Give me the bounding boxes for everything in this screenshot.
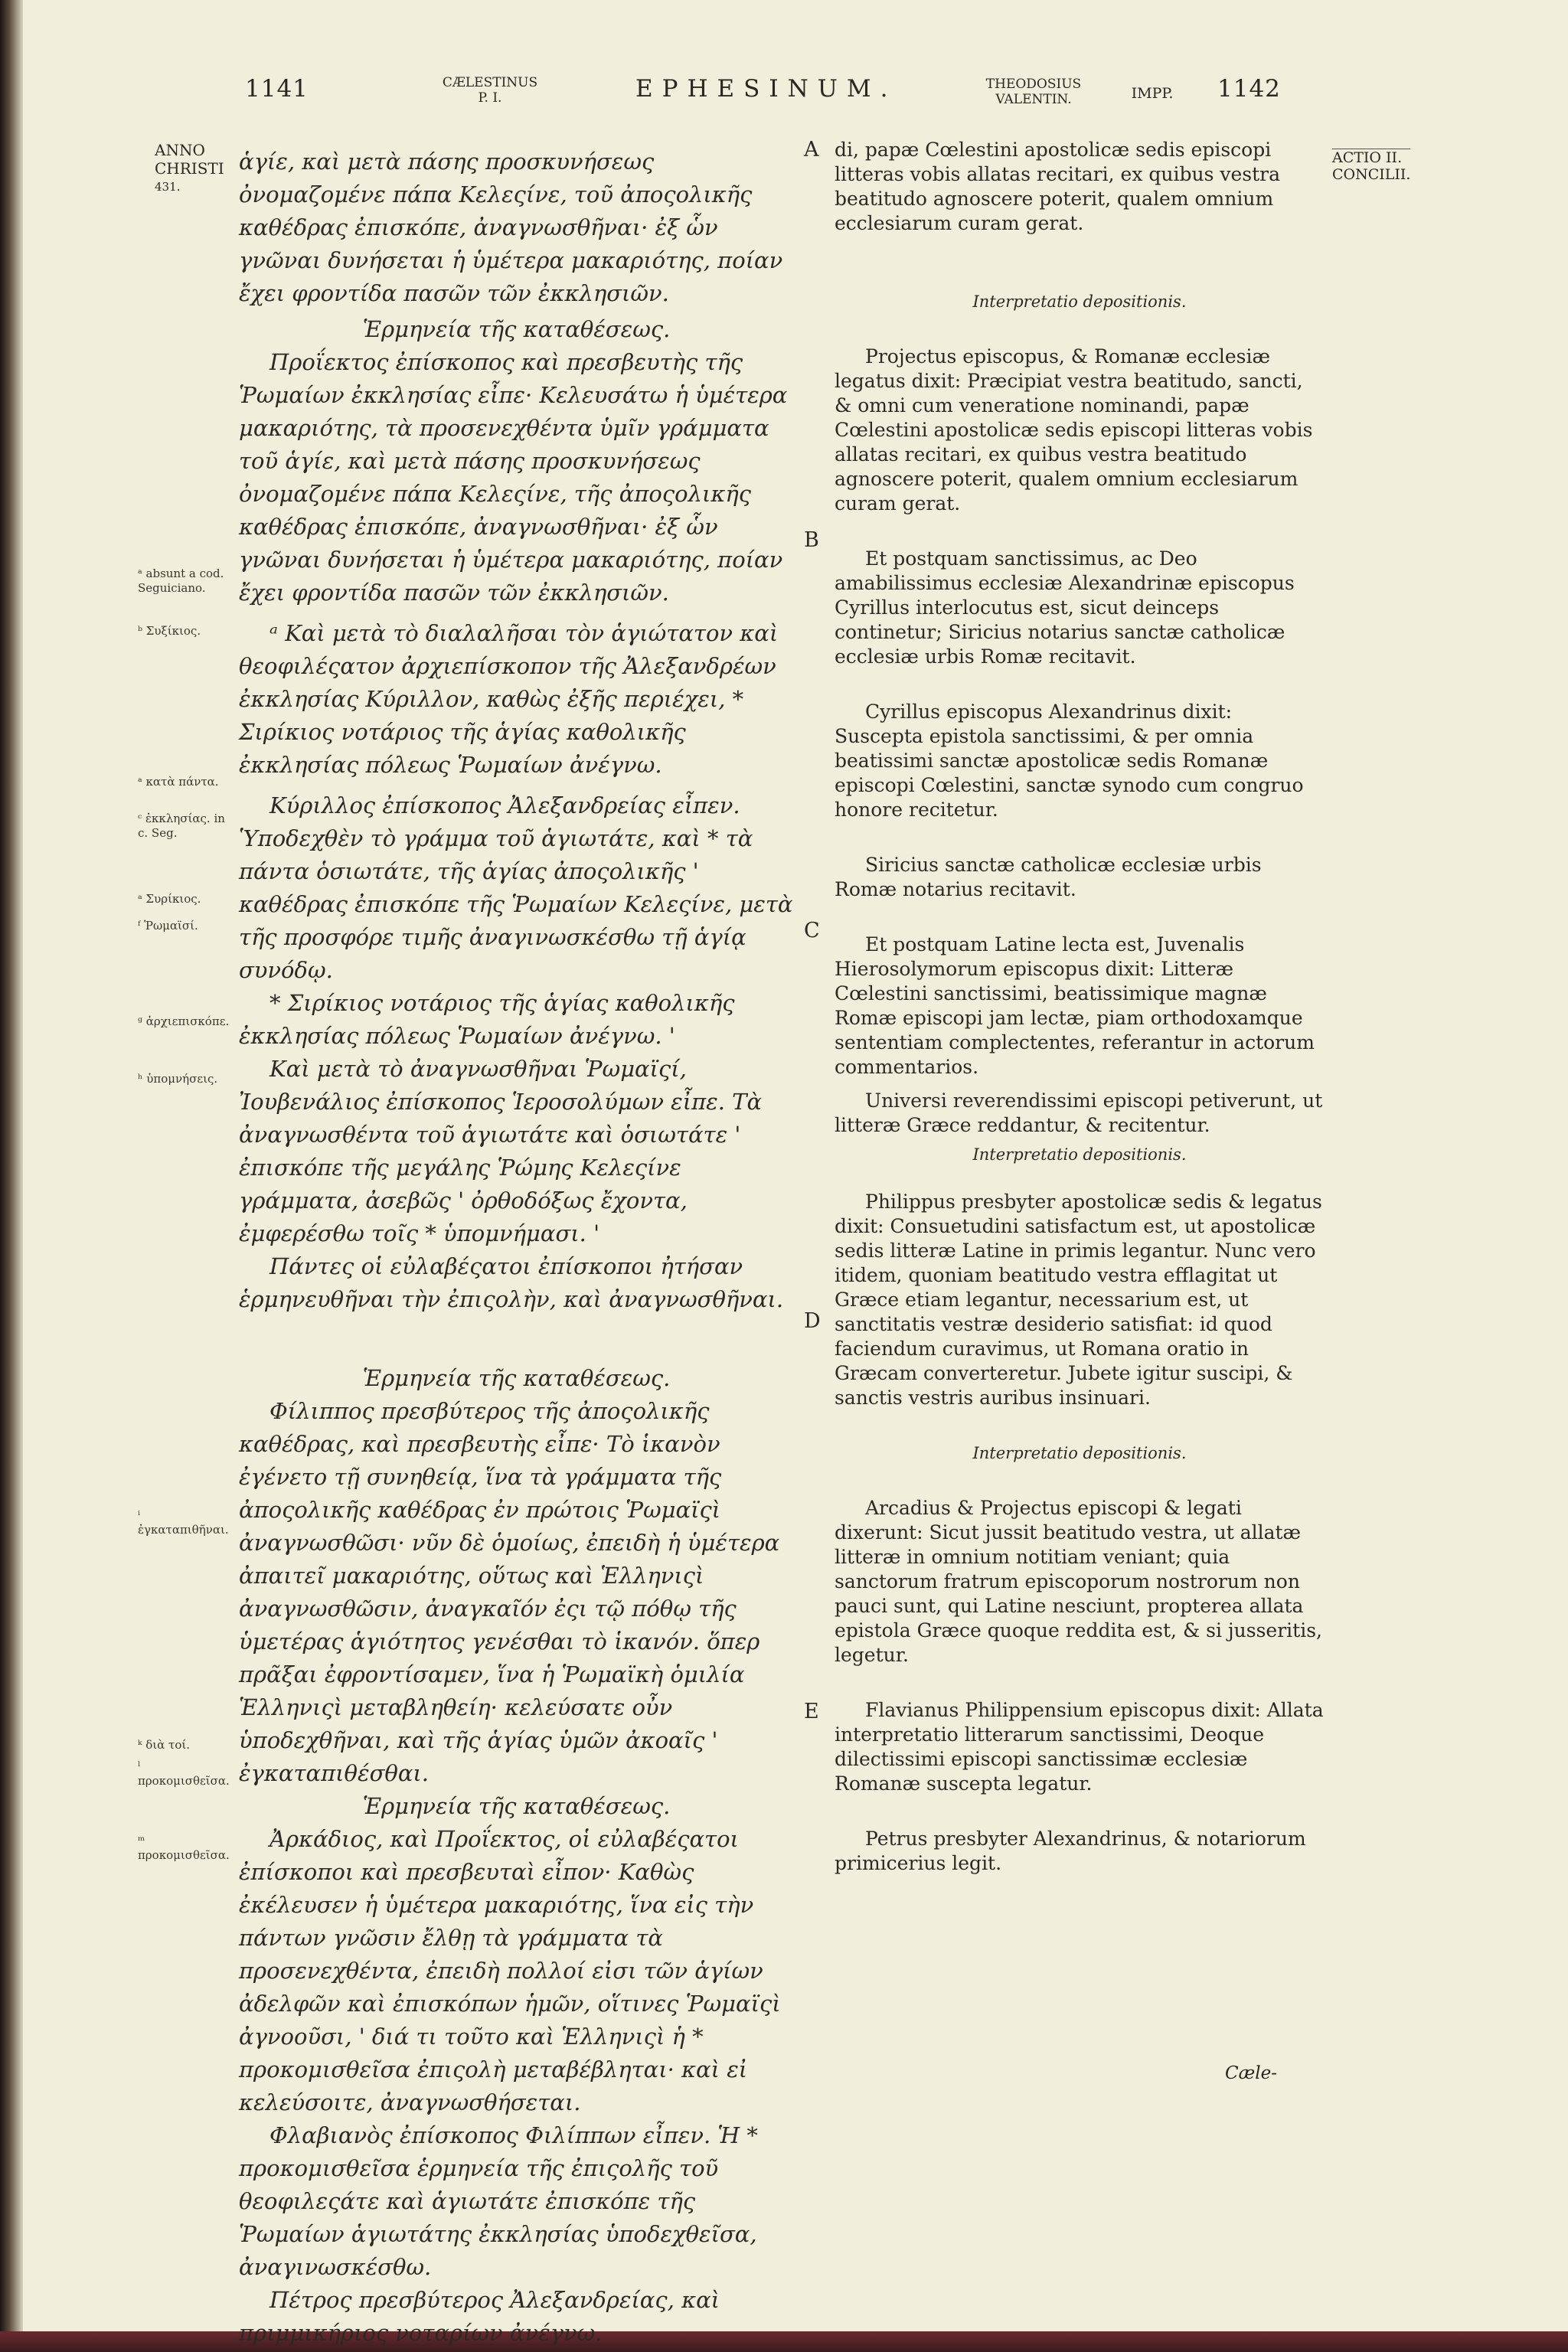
header-right-bottom: VALENTIN. [995, 92, 1072, 107]
header-left-bottom: P. I. [478, 90, 502, 106]
margin-note: ᶠ Ῥωμαϊσί. [138, 919, 198, 933]
anno-line: ANNO [155, 141, 205, 159]
actio-line: ACTIO II. [1332, 149, 1403, 166]
greek-paragraph: Πέτρος πρεσβύτερος Ἀλεξανδρείας, καὶ πριμμικήριος νοταρίων ἀνέγνω. [239, 2287, 720, 2346]
latin-heading: Interpretatio depositionis. [972, 292, 1187, 311]
header-right-top: THEODOSIUS [985, 77, 1082, 92]
latin-paragraph: Philippus presbyter apostolicæ sedis & legatus dixit: Consuetudini satisfactum est, ut apostolicæ sedis litteræ Latine in primis legantur. Nunc vero itidem, quoniam beatitudo vestra efflagitat ut Græce etiam legantur, necessarium est, ut sanctitatis vestræ desiderio satisfiat: id quod faciendum curavimus, ut Romana oratio in Græcam converteretur. Jubete igitur suscipi, & sanctis vestris auribus insinuari. [835, 1191, 1322, 1409]
catchword: Cæle- [1225, 2063, 1277, 2083]
section-letter-c: C [804, 919, 820, 942]
margin-note: ᶜ ἐκκλησίας. in c. Seg. [138, 812, 225, 840]
margin-note: ᵇ Συξίκιος. [138, 624, 201, 638]
greek-paragraph: Φλαβιανὸς ἐπίσκοπος Φιλίππων εἶπεν. Ἡ * προκομισθεῖσα ἑρμηνεία τῆς ἐπιςολῆς τοῦ θεοφιλεςάτε καὶ ἁγιωτάτε ἐπισκόπε τῆς Ῥωμαίων ἁγιωτάτης ἐκκλησίας ὑποδεχθεῖσα, ἀναγινωσκέσθω. [239, 2122, 758, 2280]
greek-paragraph: Πάντες οἱ εὐλαβέςατοι ἐπίσκοποι ἠτήσαν ἑρμηνευθῆναι τὴν ἐπιςολὴν, καὶ ἀναγνωσθῆναι. [239, 1253, 784, 1312]
header-imp: IMPP. [1131, 85, 1174, 102]
latin-paragraph: Cyrillus episcopus Alexandrinus dixit: Suscepta epistola sanctissimi, & per omnia beatissimi sanctæ apostolicæ sedis Romanæ episcopi Cœlestini, sanctæ synodo cum congruo honore recitetur. [835, 701, 1304, 821]
greek-paragraph: ἁγίε, καὶ μετὰ πάσης προσκυνήσεως ὀνομαζομένε πάπα Κελεςίνε, τοῦ ἀποςολικῆς καθέδρας ἐπισκόπε, ἀναγνωσθῆναι· ἐξ ὧν γνῶναι δυνήσεται ἡ ὑμέτερα μακαριότης, ποίαν ἔχει φροντίδα πασῶν τῶν ἐκκλησιῶν. [239, 149, 783, 306]
greek-paragraph: ᵃ Καὶ μετὰ τὸ διαλαλῆσαι τὸν ἁγιώτατον καὶ θεοφιλέςατον ἀρχιεπίσκοπον τῆς Ἀλεξανδρέων ἐκκλησίας Κύριλλον, καθὼς ἐξῆς περιέχει, * Σιρίκιος νοτάριος τῆς ἁγίας καθολικῆς ἐκκλησίας πόλεως Ῥωμαίων ἀνέγνω. [239, 620, 779, 778]
latin-heading: Interpretatio depositionis. [972, 1145, 1187, 1164]
greek-paragraph: Καὶ μετὰ τὸ ἀναγνωσθῆναι Ῥωμαϊςί, Ἰουβενάλιος ἐπίσκοπος Ἱεροσολύμων εἶπε. Τὰ ἀναγνωσθέντα τοῦ ἁγιωτάτε καὶ ὁσιωτάτε ' ἐπισκόπε τῆς μεγάλης Ῥώμης Κελεςίνε γράμματα, ἀσεβῶς ' ὀρθοδόξως ἔχοντα, ἐμφερέσθω τοῖς * ὑπομνήμασι. ' [239, 1056, 763, 1246]
greek-paragraph: * Σιρίκιος νοτάριος τῆς ἁγίας καθολικῆς ἐκκλησίας πόλεως Ῥωμαίων ἀνέγνω. ' [239, 990, 735, 1049]
latin-heading: Interpretatio depositionis. [972, 1444, 1187, 1462]
margin-note: ᵏ διὰ τοί. [138, 1738, 191, 1752]
margin-note: ⁱ ἐγκαταπιθῆναι. [138, 1508, 229, 1537]
anno-christi [155, 141, 224, 196]
margin-note: ˡ προκομισθεῖσα. [138, 1759, 230, 1788]
greek-paragraph: Φίλιππος πρεσβύτερος τῆς ἀποςολικῆς καθέδρας, καὶ πρεσβευτὴς εἶπε· Τὸ ἱκανὸν ἐγένετο τῇ συνηθείᾳ, ἵνα τὰ γράμματα τῆς ἀποςολικῆς καθέδρας ἐν πρώτοις Ῥωμαϊςὶ ἀναγνωσθῶσι· νῦν δὲ ὁμοίως, ἐπειδὴ ἡ ὑμέτερα ἀπαιτεῖ μακαριότης, οὕτως καὶ Ἑλληνιςὶ ἀναγνωσθῶσιν, ἀναγκαῖόν ἐςι τῷ πόθῳ τῆς ὑμετέρας ἁγιότητος γενέσθαι τὸ ἱκανόν. ὅπερ πρᾶξαι ἐφροντίσαμεν, ἵνα ἡ Ῥωμαϊκὴ ὁμιλία Ἑλληνιςὶ μεταβληθείη· κελεύσατε οὖν ὑποδεχθῆναι, καὶ τῆς ἁγίας ὑμῶν ἀκοαῖς ' ἐγκαταπιθέσθαι. [239, 1398, 780, 1786]
book-spine [0, 0, 23, 2352]
greek-column [239, 145, 794, 2350]
header-title: EPHESINUM. [635, 75, 897, 103]
margin-note: ʰ ὑπομνήσεις. [138, 1072, 218, 1086]
latin-paragraph: Projectus episcopus, & Romanæ ecclesiæ legatus dixit: Præcipiat vestra beatitudo, sancti, & omni cum veneratione nominandi, papæ Cœlestini apostolicæ sedis episcopi litteras vobis allatas recitari, ex quibus vestra beatitudo agnoscere poterit, qualem omnium ecclesiarum curam gerat. [835, 345, 1313, 514]
latin-paragraph: Petrus presbyter Alexandrinus, & notariorum primicerius legit. [835, 1828, 1306, 1874]
greek-heading: Ἑρμηνεία τῆς καταθέσεως. [362, 1793, 671, 1819]
margin-note: ᵃ κατὰ πάντα. [138, 775, 219, 789]
book-page [23, 0, 1568, 2346]
page-number-right: 1142 [1217, 75, 1281, 103]
section-letter-a: A [804, 138, 819, 162]
anno-line: 431. [155, 180, 181, 194]
greek-paragraph: Ἀρκάδιος, καὶ Προΐεκτος, οἱ εὐλαβέςατοι ἐπίσκοποι καὶ πρεσβευταὶ εἶπον· Καθὼς ἐκέλευσεν ἡ ὑμέτερα μακαριότης, ἵνα εἰς τὴν πάντων γνῶσιν ἔλθῃ τὰ γράμματα τὰ προσενεχθέντα, ἐπειδὴ πολλοί εἰσι τῶν ἁγίων ἀδελφῶν καὶ ἐπισκόπων ἡμῶν, οἵτινες Ῥωμαϊςὶ ἀγνοοῦσι, ' διά τι τοῦτο καὶ Ἑλληνιςὶ ἡ * προκομισθεῖσα ἐπιςολὴ μεταβέβληται· καὶ εἰ κελεύσοιτε, ἀναγνωσθήσεται. [239, 1826, 781, 2115]
latin-paragraph: Universi reverendissimi episcopi petiverunt, ut litteræ Græce reddantur, & recitentur. [835, 1089, 1323, 1136]
margin-note: ᵍ ἀρχιεπισκόπε. [138, 1014, 230, 1028]
header-left-block [406, 75, 574, 106]
section-letter-b: B [804, 528, 819, 552]
page-number-left: 1141 [245, 75, 309, 103]
header-right-block [957, 77, 1110, 107]
actio-line: CONCILII. [1332, 166, 1411, 183]
latin-paragraph: Siricius sanctæ catholicæ ecclesiæ urbis Romæ notarius recitavit. [835, 854, 1262, 900]
greek-paragraph: Προΐεκτος ἐπίσκοπος καὶ πρεσβευτὴς τῆς Ῥωμαίων ἐκκλησίας εἶπε· Κελευσάτω ἡ ὑμέτερα μακαριότης, τὰ προσενεχθέντα ὑμῖν γράμματα τοῦ ἁγίε, καὶ μετὰ πάσης προσκυνήσεως ὀνομαζομένε πάπα Κελεςίνε, τῆς ἀποςολικῆς καθέδρας ἐπισκόπε, ἀναγνωσθῆναι· ἐξ ὧν γνῶναι δυνήσεται ἡ ὑμέτερα μακαριότης, ποίαν ἔχει φροντίδα πασῶν τῶν ἐκκλησιῶν. [239, 349, 788, 606]
section-letter-d: D [804, 1309, 821, 1333]
section-letter-e: E [804, 1700, 819, 1723]
latin-paragraph: Et postquam sanctissimus, ac Deo amabilissimus ecclesiæ Alexandrinæ episcopus Cyrillus interlocutus est, sicut deinceps continetur; Siricius notarius sanctæ catholicæ ecclesiæ urbis Romæ recitavit. [835, 547, 1295, 668]
latin-paragraph: Et postquam Latine lecta est, Juvenalis Hierosolymorum episcopus dixit: Litteræ Cœlestini sanctissimi, beatissimique magnæ Romæ episcopi jam lectæ, piam orthodoxamque sententiam complectentes, referantur in actorum commentarios. [835, 933, 1315, 1078]
greek-heading: Ἑρμηνεία τῆς καταθέσεως. [362, 1365, 671, 1391]
margin-note: ᵃ Συρίκιος. [138, 892, 201, 906]
header-left-top: CÆLESTINUS [442, 75, 538, 90]
latin-column [835, 138, 1325, 1876]
margin-note: ᵃ absunt a cod. Seguiciano. [138, 567, 224, 595]
actio-label [1332, 149, 1410, 183]
greek-heading: Ἑρμηνεία τῆς καταθέσεως. [362, 316, 671, 342]
margin-note: ᵐ προκομισθεῖσα. [138, 1834, 230, 1862]
latin-paragraph: di, papæ Cœlestini apostolicæ sedis episcopi litteras vobis allatas recitari, ex quibus vestra beatitudo agnoscere poterit, qualem omnium ecclesiarum curam gerat. [835, 139, 1280, 234]
greek-paragraph: Κύριλλος ἐπίσκοπος Ἀλεξανδρείας εἶπεν. Ὑποδεχθὲν τὸ γράμμα τοῦ ἁγιωτάτε, καὶ * τὰ πάντα ὁσιωτάτε, τῆς ἁγίας ἀποςολικῆς ' καθέδρας ἐπισκόπε τῆς Ῥωμαίων Κελεςίνε, μετὰ τῆς προσφόρε τιμῆς ἀναγινωσκέσθω τῇ ἁγίᾳ συνόδῳ. [239, 792, 793, 983]
latin-paragraph: Flavianus Philippensium episcopus dixit: Allata interpretatio litterarum sanctissimi, Deoque dilectissimi episcopi sanctissimæ ecclesiæ Romanæ suscepta legatur. [835, 1699, 1324, 1795]
anno-line: CHRISTI [155, 159, 224, 178]
latin-paragraph: Arcadius & Projectus episcopi & legati dixerunt: Sicut jussit beatitudo vestra, ut allatæ litteræ in omnium notitiam veniant; quia sanctorum fratrum episcoporum nostrorum non pauci sunt, qui Latine nesciunt, propterea allata epistola Græce quoque reddita est, & si jusseritis, legetur. [835, 1497, 1322, 1666]
